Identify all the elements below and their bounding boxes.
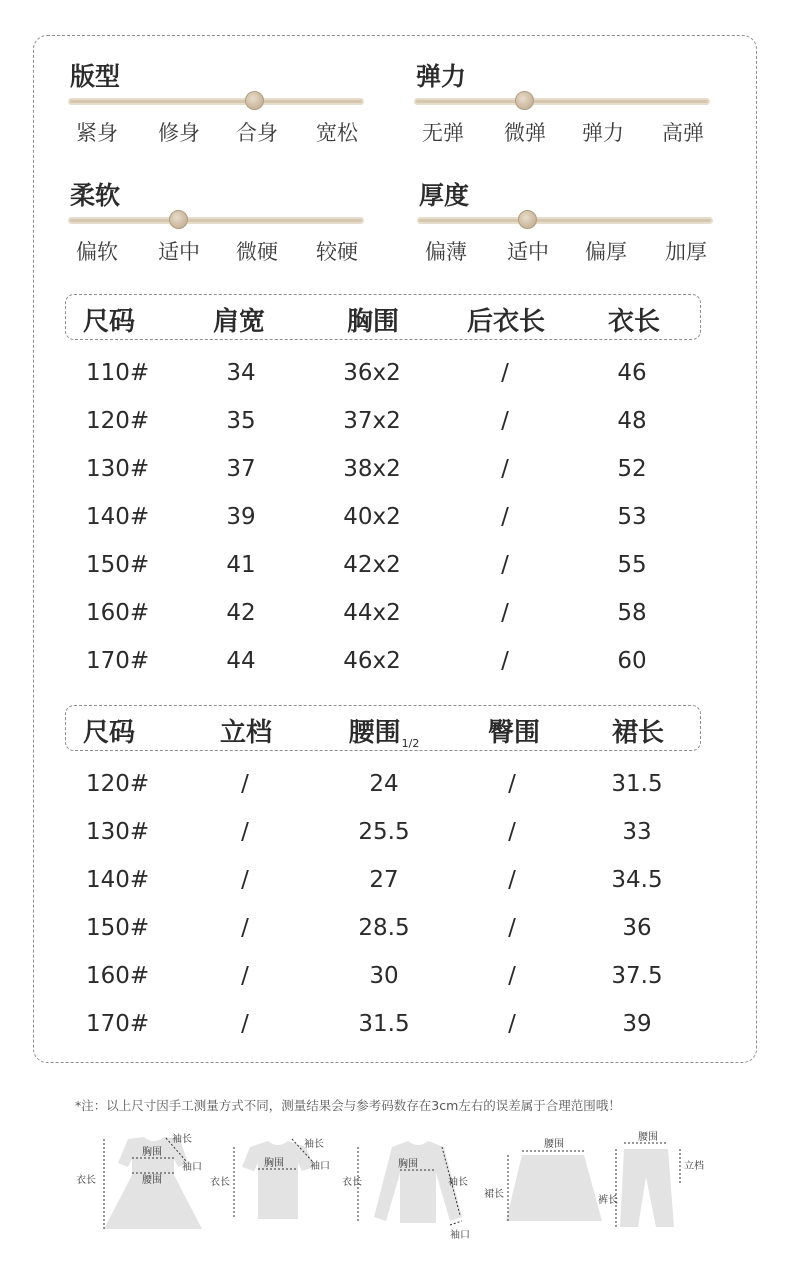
table-cell: 130# bbox=[86, 819, 150, 845]
table-row bbox=[0, 648, 790, 688]
attribute-option: 修身 bbox=[158, 121, 200, 145]
header-waist-sub: 1/2 bbox=[401, 737, 420, 750]
attribute-option: 无弹 bbox=[422, 121, 464, 145]
table-cell: 25.5 bbox=[358, 819, 410, 845]
dress-sleeve-label: 袖长 bbox=[172, 1134, 192, 1145]
table-cell: / bbox=[241, 915, 249, 941]
table-cell: / bbox=[501, 408, 509, 434]
attribute-option: 适中 bbox=[507, 240, 549, 264]
attribute-title: 柔软 bbox=[70, 181, 121, 210]
table-cell: 170# bbox=[86, 1011, 150, 1037]
table-cell: 46 bbox=[617, 360, 647, 386]
table-cell: / bbox=[508, 1011, 516, 1037]
table-cell: 33 bbox=[622, 819, 652, 845]
table-cell: / bbox=[501, 360, 509, 386]
table-cell: 39 bbox=[226, 504, 256, 530]
attribute-option: 较硬 bbox=[316, 240, 358, 264]
table-cell: 170# bbox=[86, 648, 150, 674]
skirt-shape bbox=[506, 1155, 602, 1221]
table-cell: 130# bbox=[86, 456, 150, 482]
header-hip: 臀围 bbox=[487, 718, 541, 748]
attribute-title: 弹力 bbox=[416, 62, 467, 91]
attribute-option: 微硬 bbox=[236, 240, 278, 264]
table-cell: 28.5 bbox=[358, 915, 410, 941]
attribute-option: 偏厚 bbox=[585, 240, 627, 264]
attribute-option: 加厚 bbox=[665, 240, 707, 264]
table-cell: 60 bbox=[617, 648, 647, 674]
measurement-diagrams bbox=[70, 1125, 730, 1243]
table-cell: / bbox=[501, 648, 509, 674]
table-row bbox=[0, 504, 790, 544]
table-cell: 44x2 bbox=[343, 600, 401, 626]
pants-rise-label: 立档 bbox=[684, 1161, 704, 1172]
attribute-title: 版型 bbox=[70, 62, 121, 91]
table-cell: / bbox=[241, 867, 249, 893]
dress-diagram bbox=[76, 1132, 202, 1229]
attribute-option: 适中 bbox=[158, 240, 200, 264]
table-row bbox=[0, 456, 790, 496]
header-size: 尺码 bbox=[83, 307, 136, 337]
table-cell: 42 bbox=[226, 600, 256, 626]
sweater-sleeve-label: 袖长 bbox=[448, 1177, 468, 1188]
dress-cuff-label: 袖口 bbox=[182, 1162, 202, 1173]
attribute-scale-track bbox=[417, 217, 713, 224]
dress-waist-label: 腰围 bbox=[142, 1175, 162, 1186]
sweater-cuff-label: 袖口 bbox=[450, 1230, 470, 1241]
attribute-option: 紧身 bbox=[76, 121, 118, 145]
table-row bbox=[0, 408, 790, 448]
header-back-length: 后衣长 bbox=[466, 307, 546, 337]
table-cell: 55 bbox=[617, 552, 647, 578]
table-cell: / bbox=[241, 1011, 249, 1037]
table-row bbox=[0, 771, 790, 811]
table-cell: 41 bbox=[226, 552, 256, 578]
table-cell: / bbox=[501, 504, 509, 530]
attribute-option: 偏软 bbox=[76, 240, 118, 264]
measurement-note: *注：以上尺寸因手工测量方式不同，测量结果会与参考码数存在3cm左右的误差属于合理范围哦！ bbox=[75, 1098, 621, 1113]
pants-length-label: 裤长 bbox=[598, 1195, 618, 1206]
table-cell: 30 bbox=[369, 963, 399, 989]
attribute-option: 合身 bbox=[236, 121, 278, 145]
table-cell: 39 bbox=[622, 1011, 652, 1037]
table-cell: 42x2 bbox=[343, 552, 401, 578]
table-row bbox=[0, 867, 790, 907]
skirt-diagram bbox=[484, 1138, 602, 1221]
table-cell: / bbox=[508, 867, 516, 893]
table-row bbox=[0, 819, 790, 859]
table-cell: 110# bbox=[86, 360, 150, 386]
header-shoulder: 肩宽 bbox=[212, 307, 266, 337]
table-cell: / bbox=[501, 552, 509, 578]
table-row bbox=[0, 552, 790, 592]
header-waist-label: 腰围 bbox=[348, 718, 401, 748]
tshirt-length-label: 衣长 bbox=[210, 1177, 230, 1188]
table-cell: 140# bbox=[86, 867, 150, 893]
table-cell: 160# bbox=[86, 600, 150, 626]
table-cell: / bbox=[241, 963, 249, 989]
table-cell: 34.5 bbox=[611, 867, 663, 893]
skirt-length-label: 裙长 bbox=[484, 1189, 504, 1200]
table-cell: 31.5 bbox=[358, 1011, 410, 1037]
attribute-option: 微弹 bbox=[504, 121, 546, 145]
bottom-table-header bbox=[65, 705, 701, 751]
attribute-level-knob bbox=[169, 210, 188, 229]
header-size: 尺码 bbox=[83, 718, 136, 748]
sweater-chest-label: 胸围 bbox=[398, 1159, 418, 1170]
table-cell: 53 bbox=[617, 504, 647, 530]
table-row bbox=[0, 915, 790, 955]
header-waist bbox=[349, 712, 420, 750]
table-cell: 31.5 bbox=[611, 771, 663, 797]
table-row bbox=[0, 1011, 790, 1051]
table-row bbox=[0, 963, 790, 1003]
table-cell: / bbox=[508, 771, 516, 797]
tshirt-chest-label: 胸围 bbox=[264, 1158, 284, 1169]
attribute-option: 高弹 bbox=[662, 121, 704, 145]
table-row bbox=[0, 600, 790, 640]
header-skirt-length: 裙长 bbox=[611, 718, 665, 748]
attribute-scale-track bbox=[414, 98, 710, 105]
table-cell: 37 bbox=[226, 456, 256, 482]
attribute-title: 厚度 bbox=[419, 181, 470, 210]
table-cell: 52 bbox=[617, 456, 647, 482]
tshirt-cuff-label: 袖口 bbox=[310, 1161, 330, 1172]
table-cell: 27 bbox=[369, 867, 399, 893]
table-cell: / bbox=[241, 771, 249, 797]
size-panel-frame bbox=[33, 35, 757, 1063]
table-cell: / bbox=[501, 456, 509, 482]
table-cell: 34 bbox=[226, 360, 256, 386]
table-cell: 37.5 bbox=[611, 963, 663, 989]
attribute-option: 偏薄 bbox=[425, 240, 467, 264]
table-cell: 40x2 bbox=[343, 504, 401, 530]
pants-diagram bbox=[598, 1131, 704, 1227]
table-cell: 37x2 bbox=[343, 408, 401, 434]
tshirt-sleeve-label: 袖长 bbox=[304, 1139, 324, 1150]
table-cell: 44 bbox=[226, 648, 256, 674]
table-cell: / bbox=[501, 600, 509, 626]
table-row bbox=[0, 360, 790, 400]
attribute-option: 宽松 bbox=[316, 121, 358, 145]
table-cell: 36x2 bbox=[343, 360, 401, 386]
table-cell: / bbox=[508, 819, 516, 845]
sweater-diagram bbox=[342, 1141, 470, 1241]
attribute-option: 弹力 bbox=[582, 121, 624, 145]
tshirt-shape bbox=[242, 1141, 314, 1219]
pants-shape bbox=[620, 1149, 674, 1227]
header-chest: 胸围 bbox=[346, 307, 400, 337]
skirt-waist-label: 腰围 bbox=[544, 1139, 564, 1150]
table-cell: 160# bbox=[86, 963, 150, 989]
attribute-scale-track bbox=[68, 98, 364, 105]
attribute-level-knob bbox=[515, 91, 534, 110]
tshirt-diagram bbox=[210, 1137, 330, 1219]
table-cell: 120# bbox=[86, 408, 150, 434]
dress-chest-label: 胸围 bbox=[142, 1147, 162, 1158]
top-table-header bbox=[65, 294, 701, 340]
table-cell: 46x2 bbox=[343, 648, 401, 674]
header-length: 衣长 bbox=[607, 307, 661, 337]
table-cell: 24 bbox=[369, 771, 399, 797]
attribute-level-knob bbox=[518, 210, 537, 229]
table-cell: 38x2 bbox=[343, 456, 401, 482]
table-cell: / bbox=[508, 915, 516, 941]
table-cell: 140# bbox=[86, 504, 150, 530]
table-cell: 58 bbox=[617, 600, 647, 626]
table-cell: / bbox=[241, 819, 249, 845]
table-cell: 35 bbox=[226, 408, 256, 434]
dress-length-label: 衣长 bbox=[76, 1175, 96, 1186]
header-rise: 立档 bbox=[219, 718, 273, 748]
table-cell: 48 bbox=[617, 408, 647, 434]
table-cell: 36 bbox=[622, 915, 652, 941]
table-cell: 120# bbox=[86, 771, 150, 797]
table-cell: / bbox=[508, 963, 516, 989]
sweater-length-label: 衣长 bbox=[342, 1177, 362, 1188]
table-cell: 150# bbox=[86, 552, 150, 578]
table-cell: 150# bbox=[86, 915, 150, 941]
pants-waist-label: 腰围 bbox=[638, 1132, 658, 1143]
attribute-scale-track bbox=[68, 217, 364, 224]
